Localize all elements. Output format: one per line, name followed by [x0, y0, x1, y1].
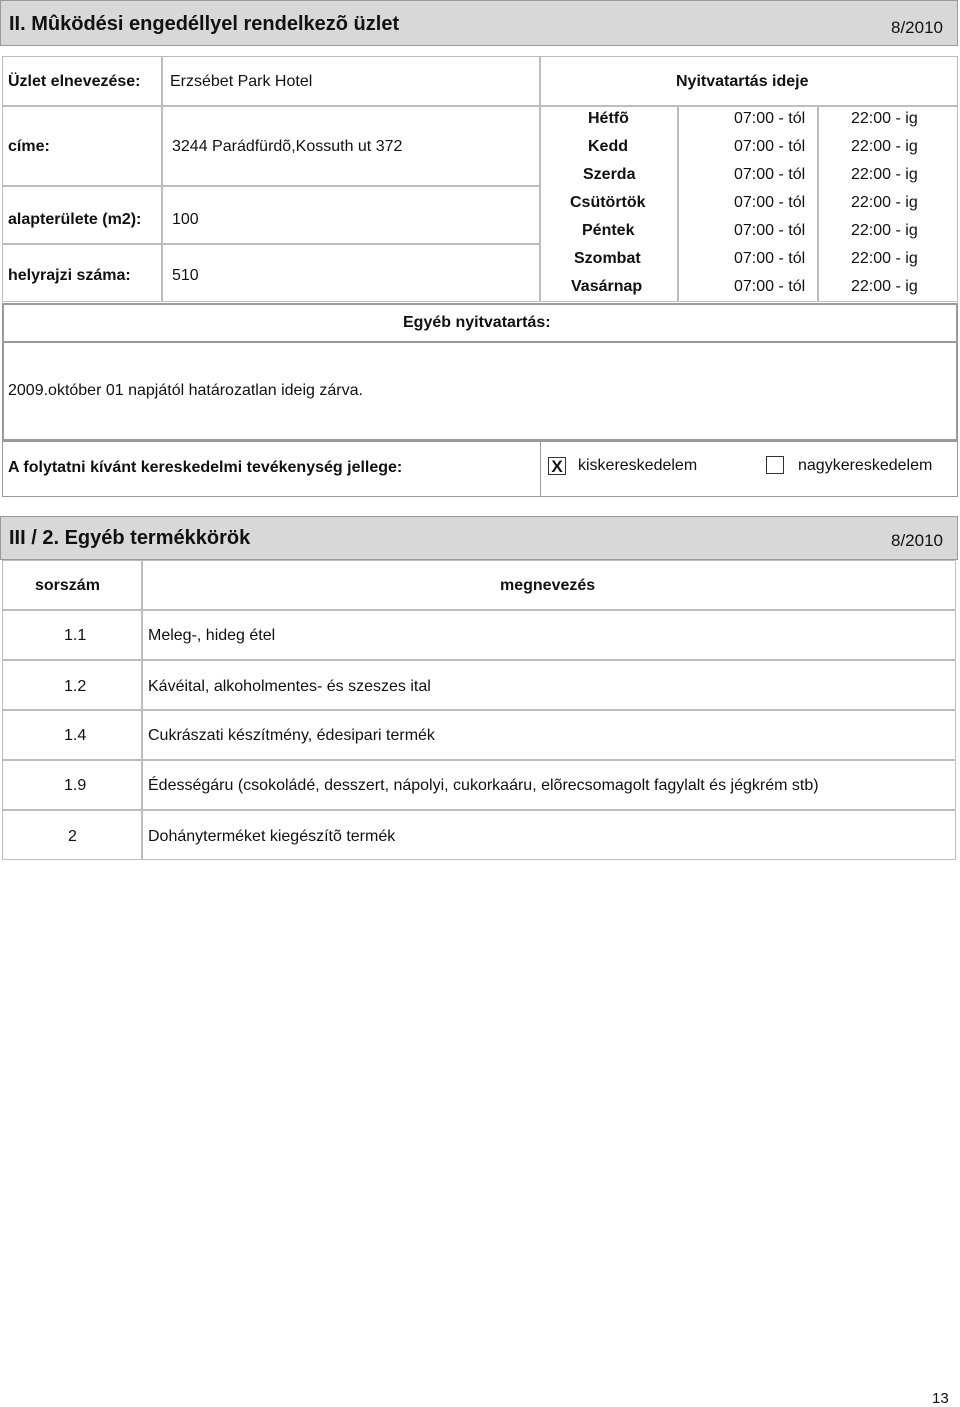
- row-name: Édességáru (csokoládé, desszert, nápolyi, cukorkaáru, elõrecsomagolt fagylalt és jégkrém stb): [148, 777, 819, 794]
- from-time: 07:00 - tól: [734, 138, 806, 155]
- section-title: III / 2. Egyéb termékkörök: [9, 527, 251, 549]
- name-label: Üzlet elnevezése:: [8, 73, 141, 90]
- day-label: Péntek: [582, 222, 635, 239]
- area-value: 100: [172, 211, 199, 228]
- name-value: Erzsébet Park Hotel: [170, 73, 313, 90]
- activity-divider: [540, 441, 541, 497]
- section-header: [0, 0, 958, 46]
- row-number: 1.9: [64, 777, 87, 794]
- section-header: [0, 516, 958, 560]
- from-time: 07:00 - tól: [734, 222, 806, 239]
- hours-header: Nyitvatartás ideje: [676, 73, 809, 90]
- section-code: 8/2010: [891, 531, 943, 550]
- row-number: 1.1: [64, 627, 87, 644]
- other-hours-divider: [4, 341, 956, 343]
- wholesale-label: nagykereskedelem: [798, 457, 933, 474]
- area-value-cell: [162, 186, 540, 244]
- section-title: II. Mûködési engedéllyel rendelkezõ üzlet: [9, 13, 400, 35]
- day-label: Kedd: [588, 138, 628, 155]
- lot-label: helyrajzi száma:: [8, 267, 131, 284]
- row-number: 1.4: [64, 727, 87, 744]
- to-time: 22:00 - ig: [851, 278, 918, 295]
- row-name: Meleg-, hideg étel: [148, 627, 276, 644]
- from-time: 07:00 - tól: [734, 278, 806, 295]
- day-label: Csütörtök: [570, 194, 646, 211]
- activity-label: A folytatni kívánt kereskedelmi tevékenység jellege:: [8, 459, 403, 476]
- day-label: Szerda: [583, 166, 636, 183]
- row-number: 1.2: [64, 678, 87, 695]
- to-time: 22:00 - ig: [851, 222, 918, 239]
- day-label: Vasárnap: [571, 278, 643, 295]
- page-number: 13: [932, 1390, 949, 1407]
- lot-value: 510: [172, 267, 199, 284]
- retail-label: kiskereskedelem: [578, 457, 698, 474]
- from-time: 07:00 - tól: [734, 110, 806, 127]
- col-header-name: megnevezés: [500, 577, 596, 594]
- row-name: Dohányterméket kiegészítõ termék: [148, 828, 396, 845]
- area-label: alapterülete (m2):: [8, 211, 142, 228]
- from-time: 07:00 - tól: [734, 250, 806, 267]
- section-code: 8/2010: [891, 18, 943, 37]
- other-hours-label: Egyéb nyitvatartás:: [403, 314, 551, 331]
- lot-value-cell: [162, 244, 540, 302]
- row-name: Kávéital, alkoholmentes- és szeszes ital: [148, 678, 431, 695]
- from-time: 07:00 - tól: [734, 166, 806, 183]
- address-label: címe:: [8, 138, 50, 155]
- row-number: 2: [68, 828, 77, 845]
- wholesale-checkbox[interactable]: [766, 456, 784, 474]
- to-time: 22:00 - ig: [851, 250, 918, 267]
- address-value: 3244 Parádfürdõ,Kossuth ut 372: [172, 138, 403, 155]
- other-hours-text: 2009.október 01 napjától határozatlan ideig zárva.: [8, 382, 363, 399]
- to-time: 22:00 - ig: [851, 138, 918, 155]
- to-time: 22:00 - ig: [851, 194, 918, 211]
- from-time: 07:00 - tól: [734, 194, 806, 211]
- day-label: Szombat: [574, 250, 641, 267]
- retail-checkbox[interactable]: X: [548, 457, 566, 475]
- to-time: 22:00 - ig: [851, 110, 918, 127]
- to-time: 22:00 - ig: [851, 166, 918, 183]
- day-label: Hétfõ: [588, 110, 629, 127]
- row-name: Cukrászati készítmény, édesipari termék: [148, 727, 435, 744]
- col-header-number: sorszám: [35, 577, 100, 594]
